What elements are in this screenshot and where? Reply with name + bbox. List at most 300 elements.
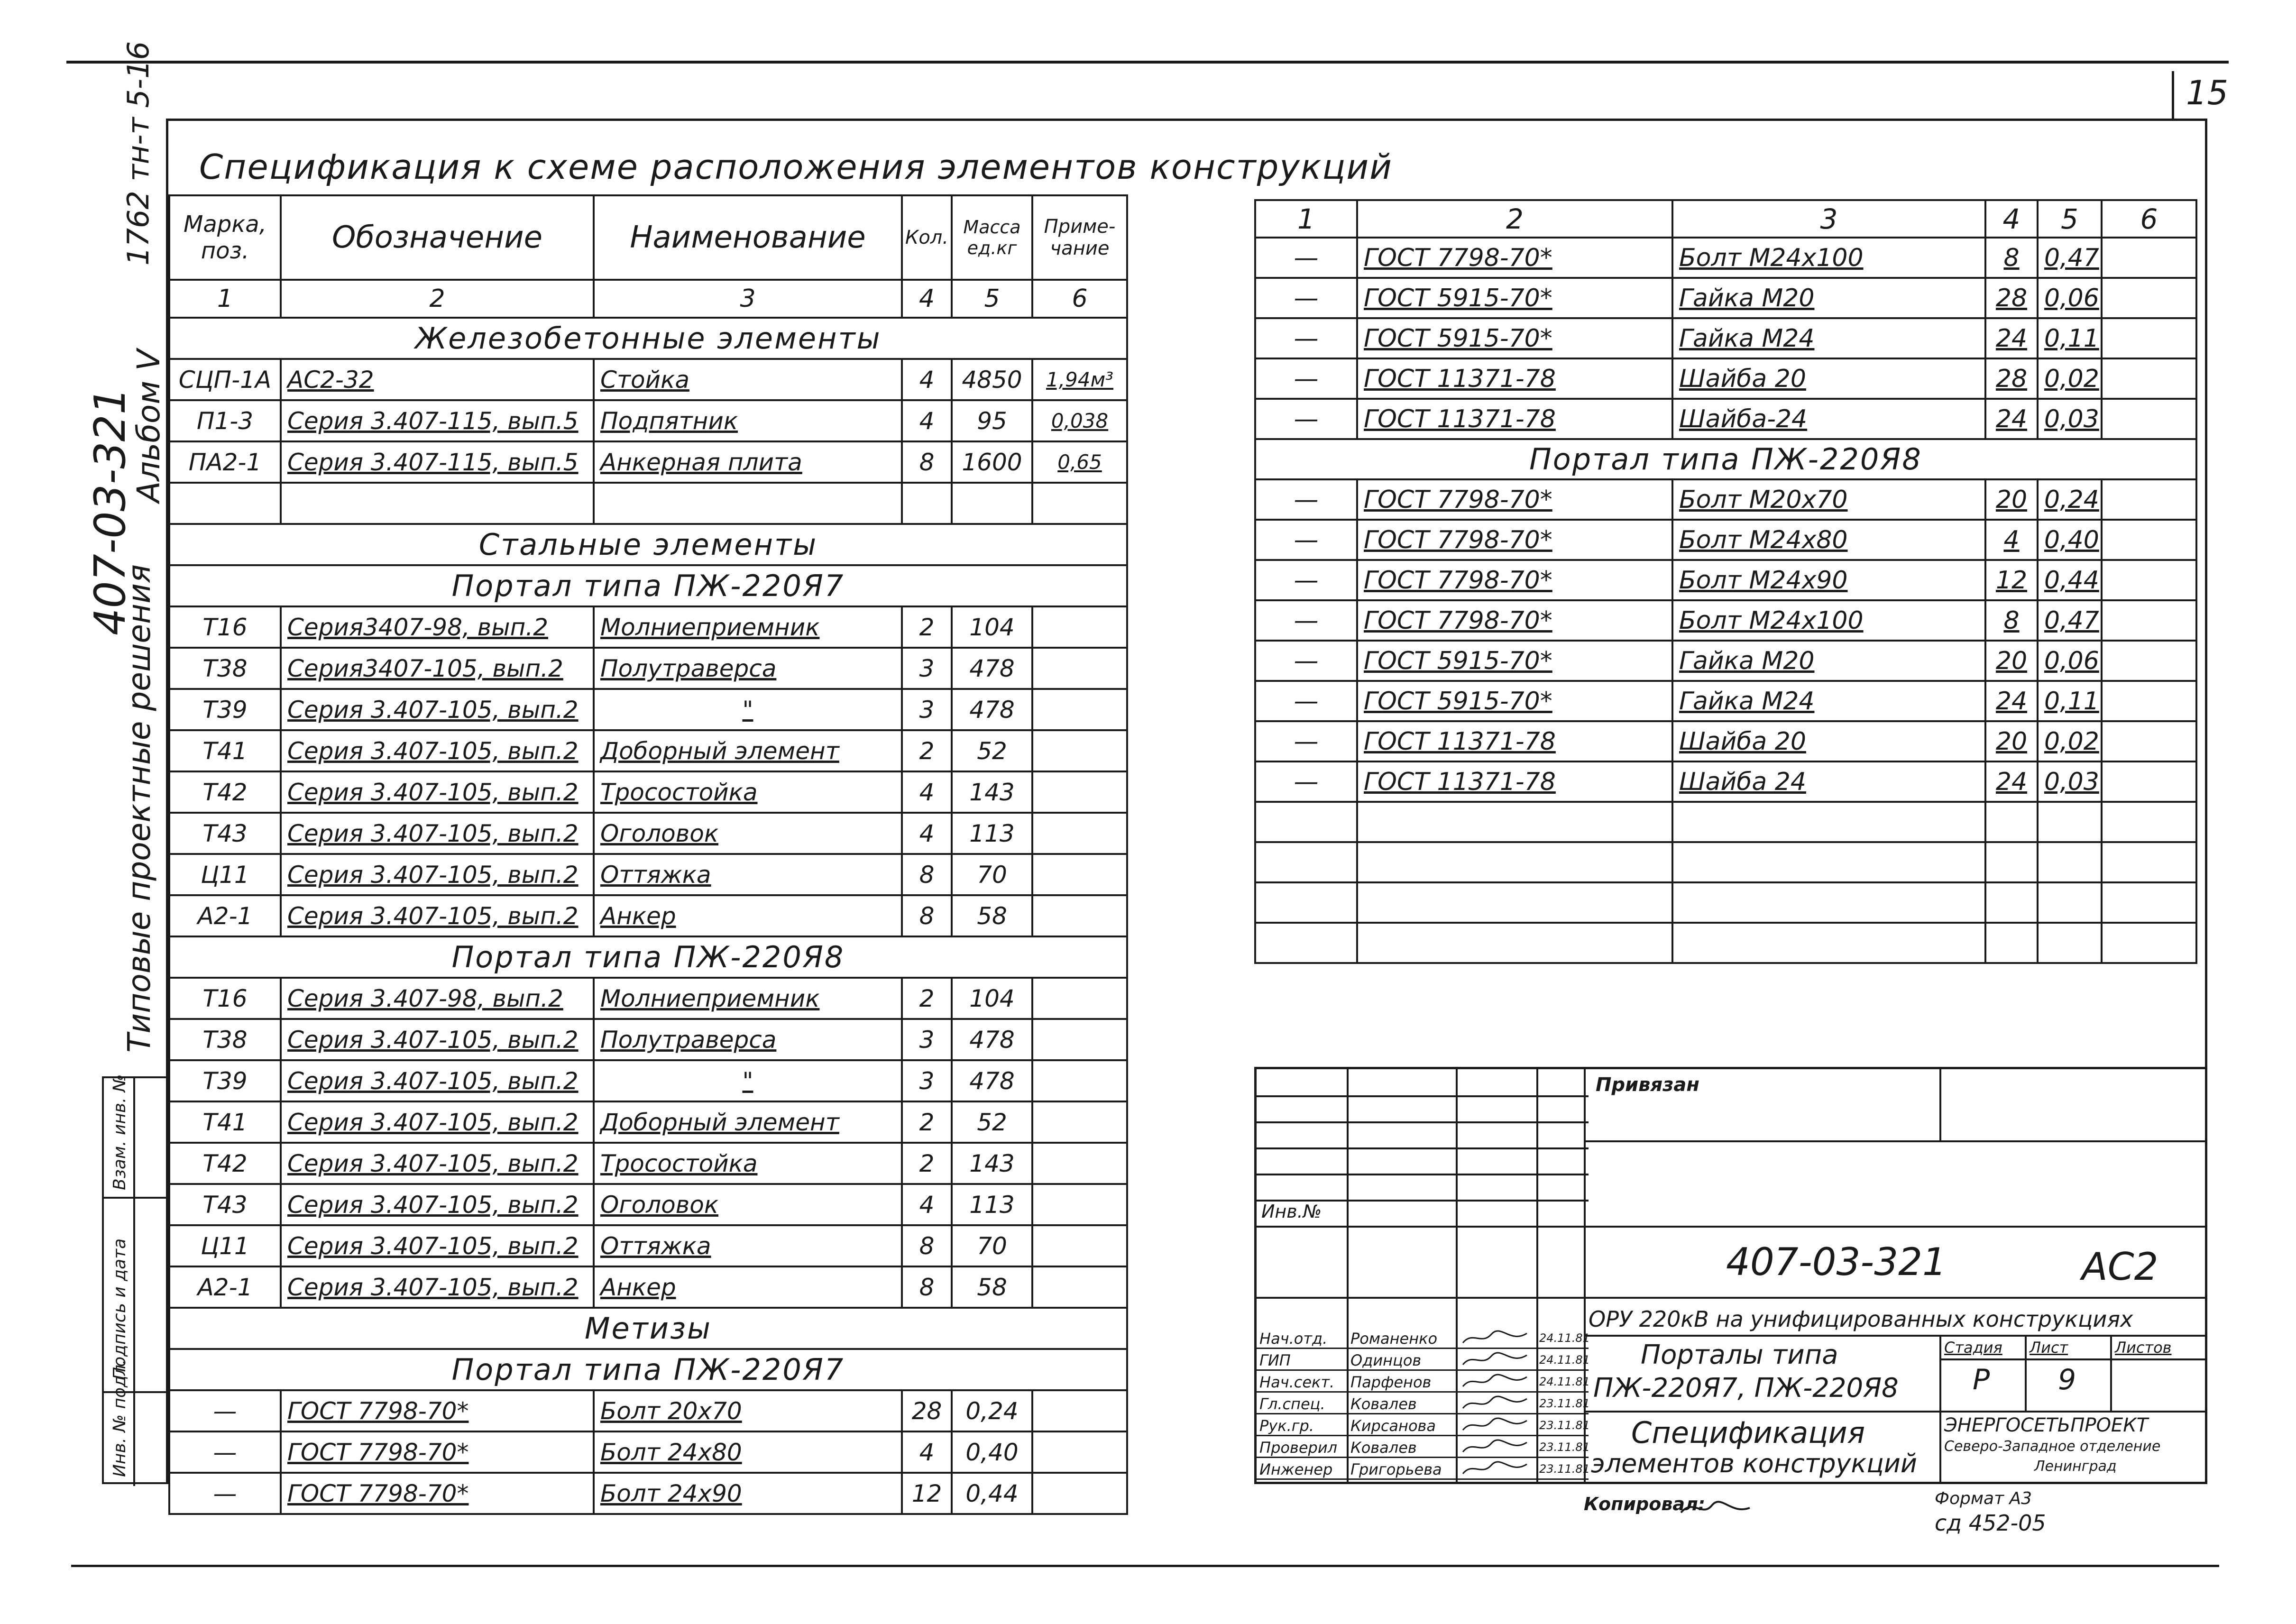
table-row bbox=[1255, 238, 2196, 278]
qty-cell: 20 bbox=[1985, 721, 2038, 762]
doc-code: 407-03-321 bbox=[1726, 1240, 1947, 1284]
mark-cell: Т43 bbox=[169, 813, 281, 854]
name-cell: Гайка М20 bbox=[1672, 641, 1985, 681]
empty-cell bbox=[1985, 923, 2038, 963]
col-number: 2 bbox=[1357, 200, 1672, 238]
mark-cell: — bbox=[169, 1473, 281, 1514]
note-cell bbox=[1032, 1390, 1127, 1431]
signature-role: Нач.отд. bbox=[1259, 1330, 1328, 1348]
section-heading: Портал типа ПЖ-220Я8 bbox=[1255, 439, 2196, 479]
mark-cell: Т41 bbox=[169, 1101, 281, 1143]
signature-scribble bbox=[1460, 1394, 1532, 1413]
mass-cell: 143 bbox=[952, 1143, 1032, 1184]
mark-cell: — bbox=[1255, 399, 1357, 439]
mark-cell: Т38 bbox=[169, 1019, 281, 1060]
qty-cell: 20 bbox=[1985, 641, 2038, 681]
col-header-mass: Масса ед.кг bbox=[952, 195, 1032, 280]
empty-cell bbox=[2102, 358, 2196, 399]
mark-cell: Т39 bbox=[169, 689, 281, 730]
empty-cell bbox=[1985, 802, 2038, 842]
mass-cell: 4850 bbox=[952, 359, 1032, 400]
mass-cell: 0,03 bbox=[2038, 399, 2102, 439]
empty-cell bbox=[2102, 802, 2196, 842]
name-cell: Анкер bbox=[594, 1266, 902, 1308]
copied-by: Копировал: bbox=[1584, 1494, 1706, 1514]
mass-cell: 0,44 bbox=[2038, 560, 2102, 600]
spec-table-left bbox=[168, 194, 1128, 1515]
drawing-title-line1: Порталы типа bbox=[1641, 1340, 1838, 1370]
col-number: 1 bbox=[1255, 200, 1357, 238]
note-cell bbox=[1032, 1266, 1127, 1308]
mark-cell: — bbox=[169, 1431, 281, 1473]
note-cell bbox=[1032, 1184, 1127, 1225]
mark-cell: — bbox=[1255, 479, 1357, 520]
designation-cell: Серия 3.407-105, вып.2 bbox=[281, 1101, 594, 1143]
project-title: ОРУ 220кВ на унифицированных конструкциях bbox=[1589, 1306, 2133, 1332]
name-cell: Оттяжка bbox=[594, 1225, 902, 1266]
empty-cell bbox=[2038, 842, 2102, 882]
mass-cell: 0,06 bbox=[2038, 641, 2102, 681]
table-row bbox=[169, 771, 1127, 813]
qty-cell: 24 bbox=[1985, 399, 2038, 439]
empty-cell bbox=[1672, 923, 1985, 963]
qty-cell: 3 bbox=[902, 1019, 952, 1060]
table-row bbox=[169, 1349, 1127, 1390]
page-number: 15 bbox=[2186, 73, 2229, 112]
margin-top-code: 1762 тн-т 5-16 bbox=[121, 41, 156, 266]
designation-cell: Серия 3.407-105, вып.2 bbox=[281, 895, 594, 936]
table-row bbox=[1255, 923, 2196, 963]
spec-table-left-body bbox=[169, 318, 1127, 1514]
name-cell: Тросостойка bbox=[594, 771, 902, 813]
qty-cell: 4 bbox=[902, 813, 952, 854]
designation-cell: ГОСТ 11371-78 bbox=[1357, 721, 1672, 762]
table-row bbox=[169, 1060, 1127, 1101]
col-header-designation: Обозначение bbox=[281, 195, 594, 280]
designation-cell: Серия3407-105, вып.2 bbox=[281, 648, 594, 689]
col-header-name: Наименование bbox=[594, 195, 902, 280]
tb-line bbox=[1347, 1069, 1349, 1482]
col-header-note: Приме- чание bbox=[1032, 195, 1127, 280]
qty-cell: 8 bbox=[1985, 600, 2038, 641]
table-row bbox=[169, 978, 1127, 1019]
mass-cell: 58 bbox=[952, 1266, 1032, 1308]
mark-cell: — bbox=[1255, 681, 1357, 721]
table-row bbox=[169, 854, 1127, 895]
col-number: 1 bbox=[169, 280, 281, 318]
qty-cell: 28 bbox=[902, 1390, 952, 1431]
mass-cell: 113 bbox=[952, 813, 1032, 854]
tb-line bbox=[1257, 1095, 1589, 1097]
signature-scribble bbox=[1679, 1498, 1754, 1517]
signature-name: Кирсанова bbox=[1350, 1417, 1436, 1435]
org-name: ЭНЕРГОСЕТЬПРОЕКТ bbox=[1944, 1414, 2149, 1436]
designation-cell: Серия 3.407-115, вып.5 bbox=[281, 441, 594, 483]
col-number: 5 bbox=[2038, 200, 2102, 238]
name-cell: Стойка bbox=[594, 359, 902, 400]
table-row bbox=[169, 1390, 1127, 1431]
tb-line bbox=[1456, 1069, 1458, 1482]
table-row bbox=[169, 565, 1127, 606]
mass-cell: 104 bbox=[952, 606, 1032, 648]
mark-cell: — bbox=[1255, 641, 1357, 681]
empty-cell bbox=[2102, 882, 2196, 923]
qty-cell: 12 bbox=[1985, 560, 2038, 600]
tb-line bbox=[1257, 1297, 1589, 1299]
empty-cell bbox=[2102, 842, 2196, 882]
qty-cell: 8 bbox=[902, 441, 952, 483]
signature-date: 24.11.81 bbox=[1539, 1331, 1590, 1345]
col-header-qty: Кол. bbox=[902, 195, 952, 280]
signature-row-line bbox=[1257, 1391, 1589, 1393]
name-cell: Шайба-24 bbox=[1672, 399, 1985, 439]
signature-role: Нач.сект. bbox=[1259, 1373, 1335, 1391]
designation-cell: Серия 3.407-98, вып.2 bbox=[281, 978, 594, 1019]
stamp-divider bbox=[133, 1078, 135, 1486]
signature-date: 24.11.81 bbox=[1539, 1375, 1590, 1388]
qty-cell: 4 bbox=[902, 400, 952, 441]
copied-by-signature bbox=[1679, 1498, 1754, 1519]
section-heading: Портал типа ПЖ-220Я8 bbox=[169, 936, 1127, 978]
tb-line bbox=[1257, 1226, 1589, 1228]
mass-cell: 0,02 bbox=[2038, 721, 2102, 762]
empty-cell bbox=[2102, 923, 2196, 963]
qty-cell: 2 bbox=[902, 1143, 952, 1184]
qty-cell: 2 bbox=[902, 1101, 952, 1143]
name-cell: Шайба 20 bbox=[1672, 721, 1985, 762]
note-cell bbox=[1032, 606, 1127, 648]
designation-cell: Серия 3.407-105, вып.2 bbox=[281, 813, 594, 854]
signature-scribble bbox=[1460, 1438, 1532, 1457]
qty-cell: 8 bbox=[1985, 238, 2038, 278]
empty-cell bbox=[1672, 842, 1985, 882]
signature-scribble bbox=[1460, 1416, 1532, 1435]
table-row bbox=[1255, 600, 2196, 641]
empty-cell bbox=[1357, 842, 1672, 882]
name-cell: Молниеприемник bbox=[594, 978, 902, 1019]
signature-name: Григорьева bbox=[1350, 1460, 1442, 1478]
tb-line bbox=[1257, 1174, 1589, 1175]
bottom-rule bbox=[71, 1565, 2219, 1567]
designation-cell: ГОСТ 5915-70* bbox=[1357, 641, 1672, 681]
mass-cell: 0,03 bbox=[2038, 762, 2102, 802]
note-cell bbox=[1032, 978, 1127, 1019]
designation-cell: Серия 3.407-115, вып.5 bbox=[281, 400, 594, 441]
qty-cell: 3 bbox=[902, 648, 952, 689]
mark-cell: Т38 bbox=[169, 648, 281, 689]
name-cell: Анкерная плита bbox=[594, 441, 902, 483]
designation-cell: ГОСТ 7798-70* bbox=[1357, 520, 1672, 560]
table-row bbox=[169, 895, 1127, 936]
table-row bbox=[169, 1308, 1127, 1349]
mark-cell: ПА2-1 bbox=[169, 441, 281, 483]
mark-cell: — bbox=[1255, 762, 1357, 802]
designation-cell: Серия 3.407-105, вып.2 bbox=[281, 1019, 594, 1060]
empty-cell bbox=[1032, 483, 1127, 524]
empty-cell bbox=[2102, 238, 2196, 278]
table-row bbox=[169, 1266, 1127, 1308]
designation-cell: Серия 3.407-105, вып.2 bbox=[281, 771, 594, 813]
note-cell bbox=[1032, 689, 1127, 730]
tb-line bbox=[1257, 1121, 1589, 1123]
empty-cell bbox=[2102, 721, 2196, 762]
name-cell: Оттяжка bbox=[594, 854, 902, 895]
name-cell: Доборный элемент bbox=[594, 1101, 902, 1143]
designation-cell: ГОСТ 11371-78 bbox=[1357, 762, 1672, 802]
drawing-title-line4: элементов конструкций bbox=[1591, 1449, 1918, 1478]
mark-cell: СЦП-1А bbox=[169, 359, 281, 400]
signature-date: 23.11.81 bbox=[1539, 1440, 1590, 1454]
mass-cell: 478 bbox=[952, 648, 1032, 689]
note-cell bbox=[1032, 813, 1127, 854]
note-cell bbox=[1032, 1101, 1127, 1143]
table-row bbox=[1255, 882, 2196, 923]
mass-cell: 52 bbox=[952, 730, 1032, 771]
table-row bbox=[1255, 399, 2196, 439]
mark-cell: Т43 bbox=[169, 1184, 281, 1225]
empty-cell bbox=[1672, 882, 1985, 923]
empty-cell bbox=[281, 483, 594, 524]
empty-cell bbox=[1357, 882, 1672, 923]
col-header-mark: Марка, поз. bbox=[169, 195, 281, 280]
empty-cell bbox=[2102, 641, 2196, 681]
empty-cell bbox=[1255, 923, 1357, 963]
table-row bbox=[169, 689, 1127, 730]
tb-line bbox=[1584, 1226, 2205, 1228]
table-row bbox=[1255, 318, 2196, 358]
designation-cell: Серия 3.407-105, вып.2 bbox=[281, 689, 594, 730]
name-cell: Болт М24х100 bbox=[1672, 238, 1985, 278]
empty-cell bbox=[1672, 802, 1985, 842]
col-number: 4 bbox=[902, 280, 952, 318]
signature-row-line bbox=[1257, 1348, 1589, 1349]
tb-line bbox=[1584, 1140, 2205, 1142]
table-row bbox=[169, 1184, 1127, 1225]
margin-album: Альбом V bbox=[130, 349, 167, 503]
name-cell: Шайба 20 bbox=[1672, 358, 1985, 399]
mass-cell: 0,47 bbox=[2038, 600, 2102, 641]
col-number: 3 bbox=[594, 280, 902, 318]
name-cell: Доборный элемент bbox=[594, 730, 902, 771]
name-cell: Гайка М24 bbox=[1672, 681, 1985, 721]
empty-cell bbox=[2102, 479, 2196, 520]
signature-date: 24.11.81 bbox=[1539, 1353, 1590, 1367]
designation-cell: ГОСТ 7798-70* bbox=[1357, 560, 1672, 600]
designation-cell: Серия 3.407-105, вып.2 bbox=[281, 1225, 594, 1266]
table-row bbox=[169, 359, 1127, 400]
mark-cell: Т42 bbox=[169, 1143, 281, 1184]
mass-cell: 0,11 bbox=[2038, 318, 2102, 358]
empty-cell bbox=[952, 483, 1032, 524]
section-heading: Метизы bbox=[169, 1308, 1127, 1349]
table-row bbox=[169, 1431, 1127, 1473]
designation-cell: АС2-32 bbox=[281, 359, 594, 400]
mark-cell: — bbox=[1255, 238, 1357, 278]
section-heading: Портал типа ПЖ-220Я7 bbox=[169, 1349, 1127, 1390]
spec-table-right-body bbox=[1255, 238, 2196, 963]
table-row bbox=[169, 524, 1127, 565]
tb-line bbox=[1584, 1411, 2205, 1413]
qty-cell: 28 bbox=[1985, 358, 2038, 399]
table-row bbox=[1255, 762, 2196, 802]
table-row bbox=[169, 441, 1127, 483]
mass-cell: 0,02 bbox=[2038, 358, 2102, 399]
stamp-col-sign: Подпись и дата bbox=[110, 1238, 129, 1380]
designation-cell: ГОСТ 7798-70* bbox=[1357, 600, 1672, 641]
note-cell bbox=[1032, 1431, 1127, 1473]
inv-no-label: Инв.№ bbox=[1261, 1201, 1322, 1222]
signature-row-line bbox=[1257, 1457, 1589, 1458]
name-cell: Болт 24х90 bbox=[594, 1473, 902, 1514]
table-row bbox=[1255, 641, 2196, 681]
table-row bbox=[169, 1225, 1127, 1266]
signature-role: Гл.спец. bbox=[1259, 1395, 1325, 1413]
mass-cell: 0,47 bbox=[2038, 238, 2102, 278]
empty-cell bbox=[2102, 681, 2196, 721]
signature-scribble bbox=[1460, 1329, 1532, 1348]
name-cell: " bbox=[594, 1060, 902, 1101]
mass-cell: 52 bbox=[952, 1101, 1032, 1143]
section-heading: Железобетонные элементы bbox=[169, 318, 1127, 359]
mark-code: АС2 bbox=[2082, 1245, 2158, 1289]
table-row bbox=[169, 1473, 1127, 1514]
table-row bbox=[169, 1143, 1127, 1184]
note-cell bbox=[1032, 1019, 1127, 1060]
designation-cell: ГОСТ 11371-78 bbox=[1357, 399, 1672, 439]
signature-role: Проверил bbox=[1259, 1439, 1338, 1457]
designation-cell: ГОСТ 7798-70* bbox=[281, 1473, 594, 1514]
table-row bbox=[1255, 842, 2196, 882]
designation-cell: Серия 3.407-105, вып.2 bbox=[281, 730, 594, 771]
signature-name: Романенко bbox=[1350, 1330, 1438, 1348]
format-label: Формат А3 bbox=[1935, 1489, 2032, 1508]
note-cell: 0,65 bbox=[1032, 441, 1127, 483]
col-number: 6 bbox=[2102, 200, 2196, 238]
qty-cell: 24 bbox=[1985, 681, 2038, 721]
mass-cell: 70 bbox=[952, 1225, 1032, 1266]
mass-cell: 0,40 bbox=[2038, 520, 2102, 560]
note-cell bbox=[1032, 1225, 1127, 1266]
qty-cell: 12 bbox=[902, 1473, 952, 1514]
name-cell: Полутраверса bbox=[594, 648, 902, 689]
signature-row-line bbox=[1257, 1478, 1589, 1480]
drawing-title-line3: Спецификация bbox=[1631, 1415, 1865, 1450]
mass-cell: 58 bbox=[952, 895, 1032, 936]
empty-cell bbox=[2102, 399, 2196, 439]
name-cell: Тросостойка bbox=[594, 1143, 902, 1184]
mark-cell: Ц11 bbox=[169, 854, 281, 895]
empty-cell bbox=[1985, 882, 2038, 923]
name-cell: Болт М24х90 bbox=[1672, 560, 1985, 600]
mark-cell: А2-1 bbox=[169, 1266, 281, 1308]
sheet-label: Лист bbox=[2030, 1339, 2068, 1357]
name-cell: Болт М24х100 bbox=[1672, 600, 1985, 641]
sheet-value: 9 bbox=[2058, 1363, 2076, 1396]
signature-role: Инженер bbox=[1259, 1460, 1333, 1478]
tb-line bbox=[1939, 1335, 1941, 1482]
name-cell: Оголовок bbox=[594, 1184, 902, 1225]
name-cell: Гайка М20 bbox=[1672, 278, 1985, 318]
mark-cell: Ц11 bbox=[169, 1225, 281, 1266]
empty-cell bbox=[594, 483, 902, 524]
top-rule bbox=[66, 61, 2229, 64]
mark-cell: — bbox=[1255, 560, 1357, 600]
table-row bbox=[1255, 520, 2196, 560]
note-cell bbox=[1032, 648, 1127, 689]
mark-cell: А2-1 bbox=[169, 895, 281, 936]
note-cell bbox=[1032, 895, 1127, 936]
qty-cell: 24 bbox=[1985, 318, 2038, 358]
mark-cell: — bbox=[169, 1390, 281, 1431]
note-cell: 0,038 bbox=[1032, 400, 1127, 441]
signature-row-line bbox=[1257, 1435, 1589, 1436]
signature-name: Ковалев bbox=[1350, 1439, 1417, 1457]
table-row bbox=[169, 936, 1127, 978]
mark-cell: — bbox=[1255, 520, 1357, 560]
table-row bbox=[169, 483, 1127, 524]
col-number: 6 bbox=[1032, 280, 1127, 318]
empty-cell bbox=[1255, 882, 1357, 923]
empty-cell bbox=[2102, 278, 2196, 318]
qty-cell: 2 bbox=[902, 730, 952, 771]
qty-cell: 8 bbox=[902, 1225, 952, 1266]
tb-line bbox=[1939, 1069, 1941, 1140]
table-row bbox=[169, 1101, 1127, 1143]
table-row bbox=[1255, 560, 2196, 600]
privyazan-label: Привязан bbox=[1596, 1074, 1700, 1096]
name-cell: Шайба 24 bbox=[1672, 762, 1985, 802]
mass-cell: 0,24 bbox=[952, 1390, 1032, 1431]
qty-cell: 4 bbox=[902, 771, 952, 813]
signature-row-line bbox=[1257, 1369, 1589, 1371]
mark-cell: Т41 bbox=[169, 730, 281, 771]
stamp-col-replace: Взам. инв. № bbox=[110, 1074, 129, 1190]
name-cell: Болт М24х80 bbox=[1672, 520, 1985, 560]
empty-cell bbox=[1357, 923, 1672, 963]
empty-cell bbox=[2038, 923, 2102, 963]
table-row bbox=[169, 648, 1127, 689]
mark-cell: Т16 bbox=[169, 606, 281, 648]
signature-name: Одинцов bbox=[1350, 1351, 1422, 1369]
designation-cell: ГОСТ 11371-78 bbox=[1357, 358, 1672, 399]
table-row bbox=[169, 730, 1127, 771]
empty-cell bbox=[2102, 600, 2196, 641]
designation-cell: ГОСТ 7798-70* bbox=[1357, 479, 1672, 520]
mark-cell: — bbox=[1255, 278, 1357, 318]
note-cell bbox=[1032, 730, 1127, 771]
designation-cell: Серия 3.407-105, вып.2 bbox=[281, 854, 594, 895]
tb-line bbox=[1584, 1297, 2205, 1299]
empty-cell bbox=[902, 483, 952, 524]
table-row bbox=[1255, 278, 2196, 318]
qty-cell: 4 bbox=[902, 1431, 952, 1473]
archive-no: сд 452-05 bbox=[1935, 1510, 2046, 1536]
mark-cell: Т39 bbox=[169, 1060, 281, 1101]
table-row bbox=[1255, 358, 2196, 399]
note-cell bbox=[1032, 854, 1127, 895]
name-cell: Болт М20х70 bbox=[1672, 479, 1985, 520]
mark-cell: — bbox=[1255, 358, 1357, 399]
signature-role: ГИП bbox=[1259, 1351, 1291, 1369]
table-row bbox=[1255, 802, 2196, 842]
designation-cell: ГОСТ 7798-70* bbox=[281, 1431, 594, 1473]
note-cell bbox=[1032, 1143, 1127, 1184]
signature-scribble bbox=[1460, 1459, 1532, 1478]
qty-cell: 3 bbox=[902, 1060, 952, 1101]
table-row bbox=[1255, 721, 2196, 762]
qty-cell: 8 bbox=[902, 854, 952, 895]
section-heading: Портал типа ПЖ-220Я7 bbox=[169, 565, 1127, 606]
